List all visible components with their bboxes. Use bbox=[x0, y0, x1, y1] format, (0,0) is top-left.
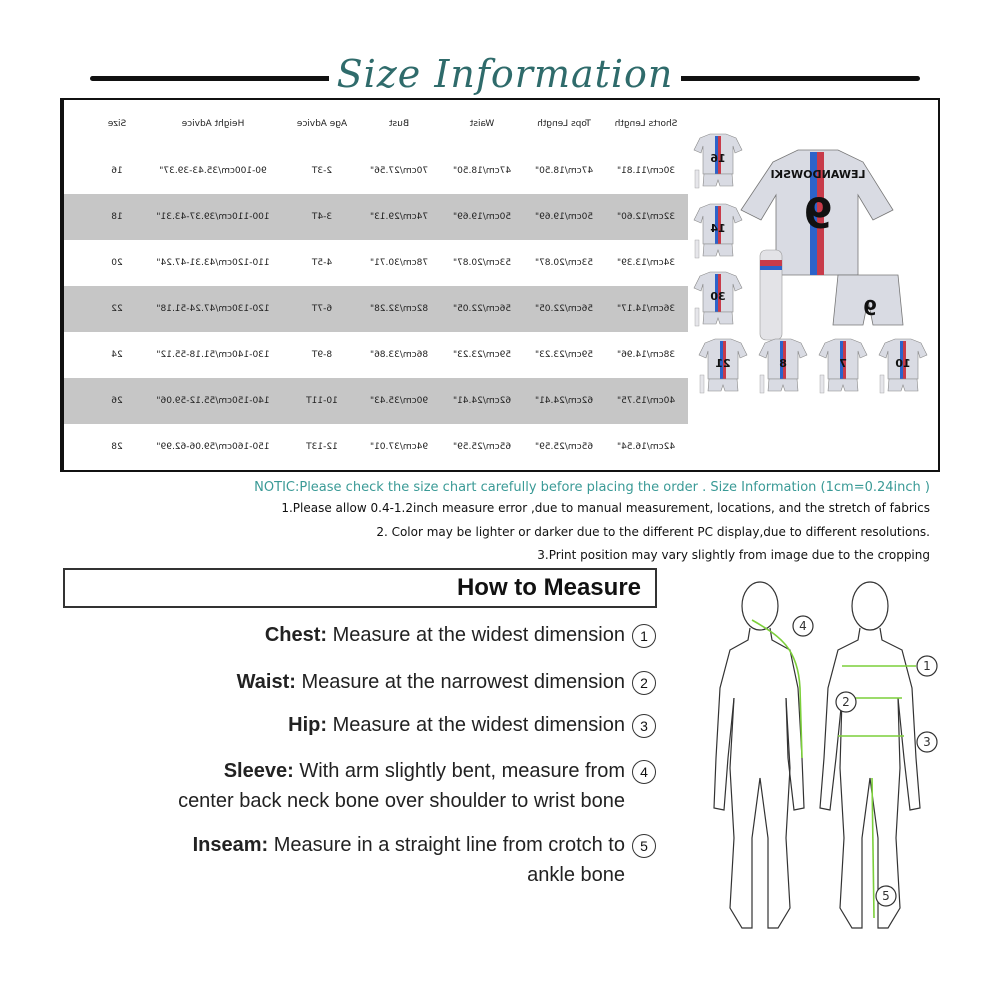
measure-desc-inseam: Measure in a straight line from crotch to bbox=[268, 834, 625, 856]
number-badge-4: 4 bbox=[632, 760, 656, 784]
cell-tops-length: 65cm/25.59" bbox=[534, 442, 594, 452]
main-jersey-name: LEWANDOWSKI bbox=[770, 168, 866, 181]
table-row bbox=[64, 148, 688, 194]
inseam-measure-line bbox=[872, 778, 874, 918]
cell-size: 18 bbox=[111, 212, 123, 222]
cell-waist: 56cm/22.05" bbox=[452, 304, 512, 314]
size-table bbox=[62, 100, 688, 470]
table-row bbox=[64, 424, 688, 470]
sleeve-measure-line bbox=[752, 620, 802, 758]
cell-age-advice: 10-11T bbox=[306, 396, 338, 406]
main-jersey-number: 9 bbox=[803, 189, 833, 238]
measure-label-chest: Chest: bbox=[264, 624, 328, 646]
measure-item-chest bbox=[265, 620, 625, 650]
cell-shorts-length: 32cm/12.60" bbox=[616, 212, 676, 222]
header-height-advice: Height Advice bbox=[181, 119, 245, 129]
measure-desc-sleeve: With arm slightly bent, measure from bbox=[293, 760, 625, 782]
number-badge-2: 2 bbox=[632, 671, 656, 695]
table-body bbox=[64, 148, 688, 470]
cell-bust: 82cm/32.28" bbox=[369, 304, 429, 314]
thumb-number-7: 10 bbox=[895, 357, 911, 370]
header-age-advice: Age Advice bbox=[296, 119, 348, 129]
cell-shorts-length: 40cm/15.75" bbox=[616, 396, 676, 406]
cell-age-advice: 2-3T bbox=[311, 166, 333, 176]
cell-size: 22 bbox=[111, 304, 123, 314]
number-badge-3: 3 bbox=[632, 714, 656, 738]
header-waist: Waist bbox=[469, 119, 495, 129]
cell-height-advice: 90-100cm/35.43-39.37" bbox=[159, 166, 267, 176]
cell-bust: 90cm/35.43" bbox=[369, 396, 429, 406]
note-1: 1.Please allow 0.4-1.2inch measure error ,due to manual measurement, locations, and the stretch of fabrics bbox=[281, 501, 930, 515]
table-row bbox=[64, 286, 688, 332]
cell-waist: 47cm/18.50" bbox=[452, 166, 512, 176]
cell-height-advice: 110-120cm/43.31-47.24" bbox=[156, 258, 270, 268]
product-photos bbox=[688, 100, 938, 470]
cell-age-advice: 4-5T bbox=[311, 258, 333, 268]
jersey-illustration bbox=[688, 100, 938, 470]
measure-desc-inseam-2: ankle bone bbox=[527, 864, 625, 886]
cell-height-advice: 150-160cm/59.06-62.99" bbox=[156, 442, 270, 452]
shorts-number: 9 bbox=[863, 296, 877, 320]
how-to-measure-title: How to Measure bbox=[456, 574, 641, 601]
measure-label-inseam: Inseam: bbox=[192, 834, 269, 856]
measure-item-waist bbox=[237, 667, 625, 697]
cell-waist: 50cm/19.69" bbox=[452, 212, 512, 222]
number-badge-1: 1 bbox=[632, 624, 656, 648]
cell-shorts-length: 36cm/14.17" bbox=[616, 304, 676, 314]
cell-age-advice: 12-13T bbox=[306, 442, 338, 452]
cell-age-advice: 3-4T bbox=[311, 212, 333, 222]
cell-shorts-length: 42cm/16.54" bbox=[616, 442, 676, 452]
cell-shorts-length: 34cm/13.39" bbox=[616, 258, 676, 268]
marker-5: 5 bbox=[882, 889, 890, 903]
cell-waist: 53cm/20.87" bbox=[452, 258, 512, 268]
header-size: Size bbox=[107, 119, 127, 129]
thumb-number-3: 30 bbox=[710, 290, 726, 303]
how-to-measure-header bbox=[63, 568, 657, 608]
cell-shorts-length: 30cm/11.81" bbox=[616, 166, 676, 176]
cell-tops-length: 59cm/23.23" bbox=[534, 350, 594, 360]
marker-3: 3 bbox=[923, 735, 931, 749]
cell-height-advice: 100-110cm/39.37-43.31" bbox=[156, 212, 270, 222]
thumb-number-4: 21 bbox=[715, 357, 731, 370]
thumb-number-1: 16 bbox=[710, 152, 726, 165]
thumb-number-2: 14 bbox=[710, 222, 726, 235]
cell-tops-length: 47cm/18.50" bbox=[534, 166, 594, 176]
page-title: Size Information bbox=[329, 52, 682, 96]
table-row bbox=[64, 240, 688, 286]
cell-size: 16 bbox=[111, 166, 123, 176]
cell-size: 20 bbox=[111, 258, 123, 268]
cell-bust: 70cm/27.56" bbox=[369, 166, 429, 176]
thumb-number-5: 8 bbox=[779, 357, 787, 370]
note-3: 3.Print position may vary slightly from image due to the cropping bbox=[537, 548, 930, 562]
cell-bust: 74cm/29.13" bbox=[369, 212, 429, 222]
cell-height-advice: 120-130cm/47.24-51.18" bbox=[156, 304, 270, 314]
table-row bbox=[64, 194, 688, 240]
cell-height-advice: 130-140cm/51.18-55.12" bbox=[156, 350, 270, 360]
cell-tops-length: 56cm/22.05" bbox=[534, 304, 594, 314]
cell-tops-length: 62cm/24.41" bbox=[534, 396, 594, 406]
measure-label-hip: Hip: bbox=[288, 714, 328, 736]
measure-desc-hip: Measure at the widest dimension bbox=[327, 714, 625, 736]
cell-shorts-length: 38cm/14.96" bbox=[616, 350, 676, 360]
header-shorts-length: Shorts Length bbox=[614, 119, 678, 129]
measure-desc-sleeve-2: center back neck bone over shoulder to wrist bone bbox=[178, 790, 625, 812]
marker-2: 2 bbox=[842, 695, 850, 709]
cell-size: 24 bbox=[111, 350, 123, 360]
notice-text: NOTIC:Please check the size chart carefully before placing the order . Size Information (1cm=0.24inch ) bbox=[254, 480, 930, 495]
cell-size: 28 bbox=[111, 442, 123, 452]
marker-1: 1 bbox=[923, 659, 931, 673]
measure-item-hip bbox=[288, 710, 625, 740]
cell-size: 26 bbox=[111, 396, 123, 406]
header-bust: Bust bbox=[388, 119, 410, 129]
table-row bbox=[64, 332, 688, 378]
body-outline-illustration bbox=[690, 578, 960, 938]
table-header bbox=[64, 100, 688, 148]
cell-bust: 78cm/30.71" bbox=[369, 258, 429, 268]
measure-desc-waist: Measure at the narrowest dimension bbox=[295, 671, 625, 693]
cell-waist: 65cm/25.59" bbox=[452, 442, 512, 452]
marker-4: 4 bbox=[799, 619, 807, 633]
measure-label-waist: Waist: bbox=[236, 671, 296, 693]
cell-age-advice: 6-7T bbox=[311, 304, 333, 314]
thumb-number-6: 7 bbox=[839, 357, 847, 370]
title-bar bbox=[90, 52, 920, 102]
cell-bust: 94cm/37.01" bbox=[369, 442, 429, 452]
table-row bbox=[64, 378, 688, 424]
cell-height-advice: 140-150cm/55.12-59.06" bbox=[156, 396, 270, 406]
cell-tops-length: 50cm/19.69" bbox=[534, 212, 594, 222]
cell-bust: 86cm/33.86" bbox=[369, 350, 429, 360]
size-chart bbox=[60, 98, 940, 472]
cell-waist: 62cm/24.41" bbox=[452, 396, 512, 406]
body-measure-figures bbox=[690, 578, 960, 938]
cell-tops-length: 53cm/20.87" bbox=[534, 258, 594, 268]
cell-waist: 59cm/23.23" bbox=[452, 350, 512, 360]
measure-label-sleeve: Sleeve: bbox=[223, 760, 294, 782]
measure-item-inseam bbox=[193, 830, 625, 890]
number-badge-5: 5 bbox=[632, 834, 656, 858]
measure-item-sleeve bbox=[178, 756, 625, 816]
measure-desc-chest: Measure at the widest dimension bbox=[327, 624, 625, 646]
cell-age-advice: 8-9T bbox=[311, 350, 333, 360]
header-tops-length: Tops Length bbox=[537, 119, 591, 129]
note-2: 2. Color may be lighter or darker due to the different PC display,due to different resolutions. bbox=[376, 525, 930, 539]
